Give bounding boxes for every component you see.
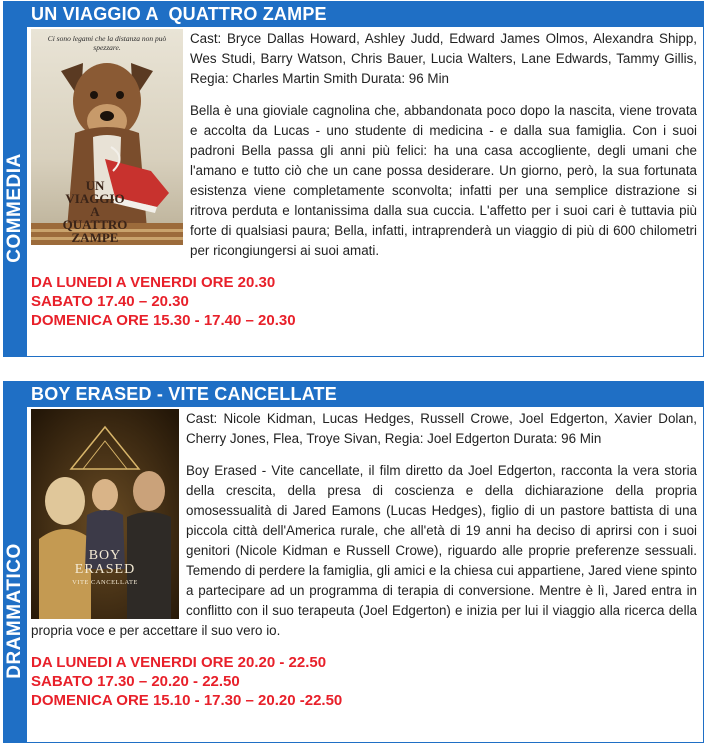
genre-strip — [4, 27, 27, 356]
showtime-sunday: DOMENICA ORE 15.10 - 17.30 – 20.20 -22.50 — [31, 692, 343, 709]
showtime-saturday: SABATO 17.40 – 20.30 — [31, 293, 189, 310]
film-details — [31, 29, 697, 330]
synopsis: Bella è una gioviale cagnolina che, abbandonata poco dopo la nascita, viene trovata e accolta da Lucas - uno studente di medicina - e dalla sua famiglia. Con i suoi padroni Bella passa gli anni più felici: ha una casa accogliente, degli umani che l'amano e tutto ciò che un cane possa desiderare. Un giorno, però, la sua fortunata esistenza viene completamente sconvolta; infatti per una semplice distrazione si ritrova perduta e lontanissima dalla sua cuccia. L'affetto per i suoi cari è tuttavia più forte di qualsiasi paura; Bella, infatti, intraprenderà un viaggio di più di 600 chilometri per ricongiungersi ai suoi amati. — [190, 103, 697, 258]
showtime-saturday: SABATO 17.30 – 20.20 - 22.50 — [31, 673, 240, 690]
film-card — [3, 381, 704, 743]
film-title: UN VIAGGIO A QUATTRO ZAMPE — [4, 2, 703, 27]
genre-strip — [4, 407, 27, 742]
genre-label: COMMEDIA — [4, 153, 25, 263]
poster-spacer — [31, 29, 190, 247]
showtime-weekdays: DA LUNEDI A VENERDI ORE 20.20 - 22.50 — [31, 654, 327, 671]
showtime-sunday: DOMENICA ORE 15.30 - 17.40 – 20.30 — [31, 312, 296, 329]
showtimes — [31, 653, 697, 710]
showtimes — [31, 273, 697, 330]
cast-info: Cast: Nicole Kidman, Lucas Hedges, Russell Crowe, Joel Edgerton, Xavier Dolan, Cherry Jones, Flea, Troye Sivan, Regia: Joel Edgerton Durata: 96 Min — [186, 411, 697, 446]
poster-title: UN VIAGGIO A QUATTRO ZAMPE — [62, 178, 128, 245]
synopsis: Boy Erased - Vite cancellate, il film diretto da Joel Edgerton, racconta la vera storia della crescita, della presa di coscienza e della dichiarazione della propria omosessualità di Jared Eamons (Lucas Hedges), figlio di un pastore battista di una piccola città dell'America rurale, che all'età di 19 anni ha deciso di aprirsi con i suoi genitori (Nicole Kidman e Russell Crowe), riguardo alle proprie preferenze sessuali. Temendo di perdere la famiglia, gli amici e la chiesa cui appartiene, Jared viene spinto a partecipare ad un programma di terapia di conversione. Mentre è lì, Jared entra in conflitto con il suo terapeuta (Joel Edgerton) e inizia per lui il viaggio alla ricerca della propria voce e per accettare il suo vero io. — [31, 463, 697, 638]
film-details — [31, 409, 697, 710]
film-card — [3, 1, 704, 357]
showtime-weekdays: DA LUNEDI A VENERDI ORE 20.30 — [31, 274, 276, 291]
poster-tagline: Ci sono legami che la distanza non può spezzare. — [47, 34, 167, 52]
poster-subtitle: VITE CANCELLATE — [72, 579, 138, 586]
film-title: BOY ERASED - VITE CANCELLATE — [4, 382, 703, 407]
cast-info: Cast: Bryce Dallas Howard, Ashley Judd, Edward James Olmos, Alexandra Shipp, Wes Studi, Barry Watson, Chris Bauer, Lucia Walters, Lane Edwards, Tammy Gillis, Regia: Charles Martin Smith Durata: 96 Min — [190, 31, 697, 86]
poster-title: BOY ERASED — [74, 548, 136, 577]
poster-spacer — [31, 409, 186, 621]
genre-label: DRAMMATICO — [4, 543, 25, 679]
